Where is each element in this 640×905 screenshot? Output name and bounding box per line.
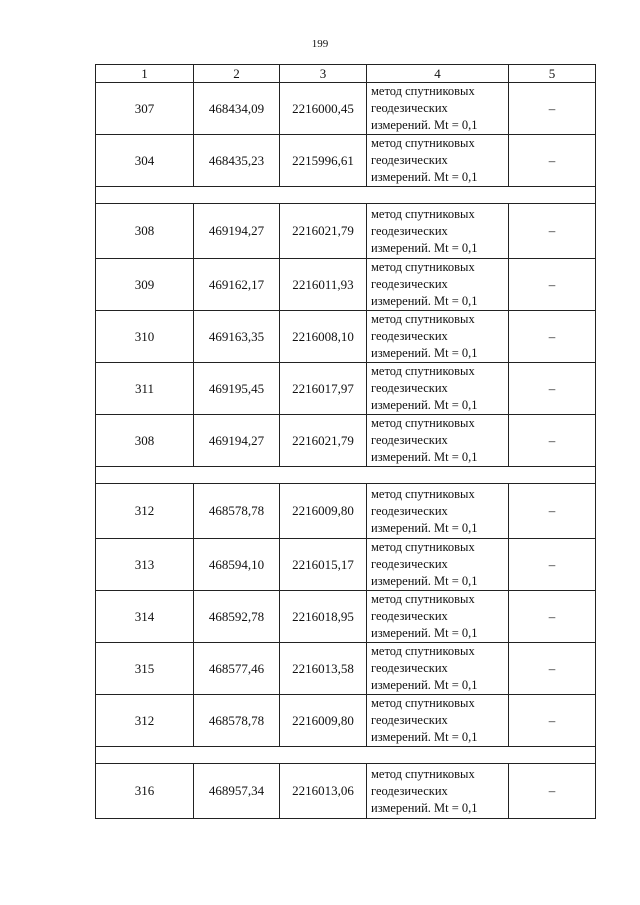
method-text-line: измерений. Mt = 0,1 [371,118,478,132]
method-text-line: метод спутниковых [371,364,475,378]
note-cell: – [509,135,596,187]
y-coordinate-cell: 2216008,10 [280,311,367,363]
table-body [96,83,596,819]
point-number-cell: 313 [96,539,194,591]
method-cell [367,415,509,467]
point-number-cell: 308 [96,415,194,467]
table-row [96,83,596,135]
table-row [96,204,596,259]
x-coordinate-cell: 469162,17 [194,259,280,311]
column-header: 2 [194,65,280,83]
point-number-cell: 310 [96,311,194,363]
method-text-line: измерений. Mt = 0,1 [371,520,478,535]
note-cell: – [509,484,596,539]
note-cell: – [509,695,596,747]
note-cell: – [509,363,596,415]
point-number-cell: 311 [96,363,194,415]
method-cell [367,643,509,695]
y-coordinate-cell: 2216009,80 [280,695,367,747]
point-number-cell: 316 [96,764,194,819]
table-separator-row [96,467,596,484]
method-text-line: измерений. Mt = 0,1 [371,240,478,255]
method-cell [367,204,509,259]
method-text-line: геодезических [371,153,448,167]
method-cell [367,259,509,311]
method-text-line: геодезических [371,503,448,518]
table-row [96,311,596,363]
y-coordinate-cell: 2216000,45 [280,83,367,135]
x-coordinate-cell: 469194,27 [194,204,280,259]
point-number-cell: 312 [96,695,194,747]
table-row [96,484,596,539]
table-separator-row [96,747,596,764]
table-row [96,643,596,695]
page-number: 199 [311,38,329,50]
method-text-line: метод спутниковых [371,540,475,554]
method-text-line: измерений. Mt = 0,1 [371,450,478,464]
note-cell: – [509,539,596,591]
y-coordinate-cell: 2216013,58 [280,643,367,695]
table-row [96,259,596,311]
column-header: 1 [96,65,194,83]
column-header: 4 [367,65,509,83]
table-row [96,135,596,187]
method-cell [367,484,509,539]
method-text-line: геодезических [371,381,448,395]
point-number-cell: 312 [96,484,194,539]
x-coordinate-cell: 468594,10 [194,539,280,591]
x-coordinate-cell: 468434,09 [194,83,280,135]
method-text-line: метод спутниковых [371,696,475,710]
x-coordinate-cell: 469195,45 [194,363,280,415]
table-separator-row [96,187,596,204]
y-coordinate-cell: 2216018,95 [280,591,367,643]
method-text-line: измерений. Mt = 0,1 [371,346,478,360]
y-coordinate-cell: 2216013,06 [280,764,367,819]
point-number-cell: 309 [96,259,194,311]
method-text-line: метод спутниковых [371,312,475,326]
table-row [96,363,596,415]
method-text-line: измерений. Mt = 0,1 [371,626,478,640]
x-coordinate-cell: 468592,78 [194,591,280,643]
method-cell [367,764,509,819]
method-text-line: метод спутниковых [371,592,475,606]
method-text-line: измерений. Mt = 0,1 [371,730,478,744]
method-text-line: метод спутниковых [371,416,475,430]
x-coordinate-cell: 468578,78 [194,695,280,747]
note-cell: – [509,83,596,135]
x-coordinate-cell: 469163,35 [194,311,280,363]
method-text-line: измерений. Mt = 0,1 [371,574,478,588]
method-text-line: метод спутниковых [371,644,475,658]
method-cell [367,363,509,415]
method-text-line: измерений. Mt = 0,1 [371,800,478,815]
y-coordinate-cell: 2216015,17 [280,539,367,591]
table-row [96,764,596,819]
method-text-line: метод спутниковых [371,260,475,274]
method-text-line: метод спутниковых [371,206,475,221]
y-coordinate-cell: 2216021,79 [280,415,367,467]
x-coordinate-cell: 468578,78 [194,484,280,539]
method-text-line: геодезических [371,329,448,343]
method-text-line: измерений. Mt = 0,1 [371,678,478,692]
separator-cell [96,467,596,484]
y-coordinate-cell: 2216021,79 [280,204,367,259]
y-coordinate-cell: 2216011,93 [280,259,367,311]
separator-cell [96,187,596,204]
x-coordinate-cell: 468957,34 [194,764,280,819]
x-coordinate-cell: 469194,27 [194,415,280,467]
method-text-line: геодезических [371,223,448,238]
point-number-cell: 304 [96,135,194,187]
method-text-line: геодезических [371,557,448,571]
method-text-line: геодезических [371,433,448,447]
point-number-cell: 307 [96,83,194,135]
method-text-line: метод спутниковых [371,766,475,781]
column-header: 3 [280,65,367,83]
note-cell: – [509,311,596,363]
table-row [96,539,596,591]
x-coordinate-cell: 468577,46 [194,643,280,695]
point-number-cell: 314 [96,591,194,643]
method-text-line: измерений. Mt = 0,1 [371,294,478,308]
note-cell: – [509,591,596,643]
table-row [96,591,596,643]
method-text-line: геодезических [371,609,448,623]
method-text-line: геодезических [371,783,448,798]
method-text-line: измерений. Mt = 0,1 [371,398,478,412]
method-cell [367,539,509,591]
y-coordinate-cell: 2216009,80 [280,484,367,539]
method-text-line: геодезических [371,277,448,291]
method-text-line: метод спутниковых [371,84,475,98]
method-cell [367,311,509,363]
method-text-line: метод спутниковых [371,486,475,501]
column-header: 5 [509,65,596,83]
note-cell: – [509,415,596,467]
y-coordinate-cell: 2215996,61 [280,135,367,187]
table-row [96,695,596,747]
note-cell: – [509,764,596,819]
note-cell: – [509,643,596,695]
method-text-line: геодезических [371,661,448,675]
method-text-line: измерений. Mt = 0,1 [371,170,478,184]
point-number-cell: 308 [96,204,194,259]
method-cell [367,591,509,643]
point-number-cell: 315 [96,643,194,695]
y-coordinate-cell: 2216017,97 [280,363,367,415]
method-text-line: геодезических [371,101,448,115]
method-cell [367,83,509,135]
method-text-line: геодезических [371,713,448,727]
separator-cell [96,747,596,764]
x-coordinate-cell: 468435,23 [194,135,280,187]
coordinates-table [95,64,596,819]
note-cell: – [509,204,596,259]
note-cell: – [509,259,596,311]
method-text-line: метод спутниковых [371,136,475,150]
table-row [96,415,596,467]
method-cell [367,135,509,187]
table-header-row [96,65,596,83]
method-cell [367,695,509,747]
